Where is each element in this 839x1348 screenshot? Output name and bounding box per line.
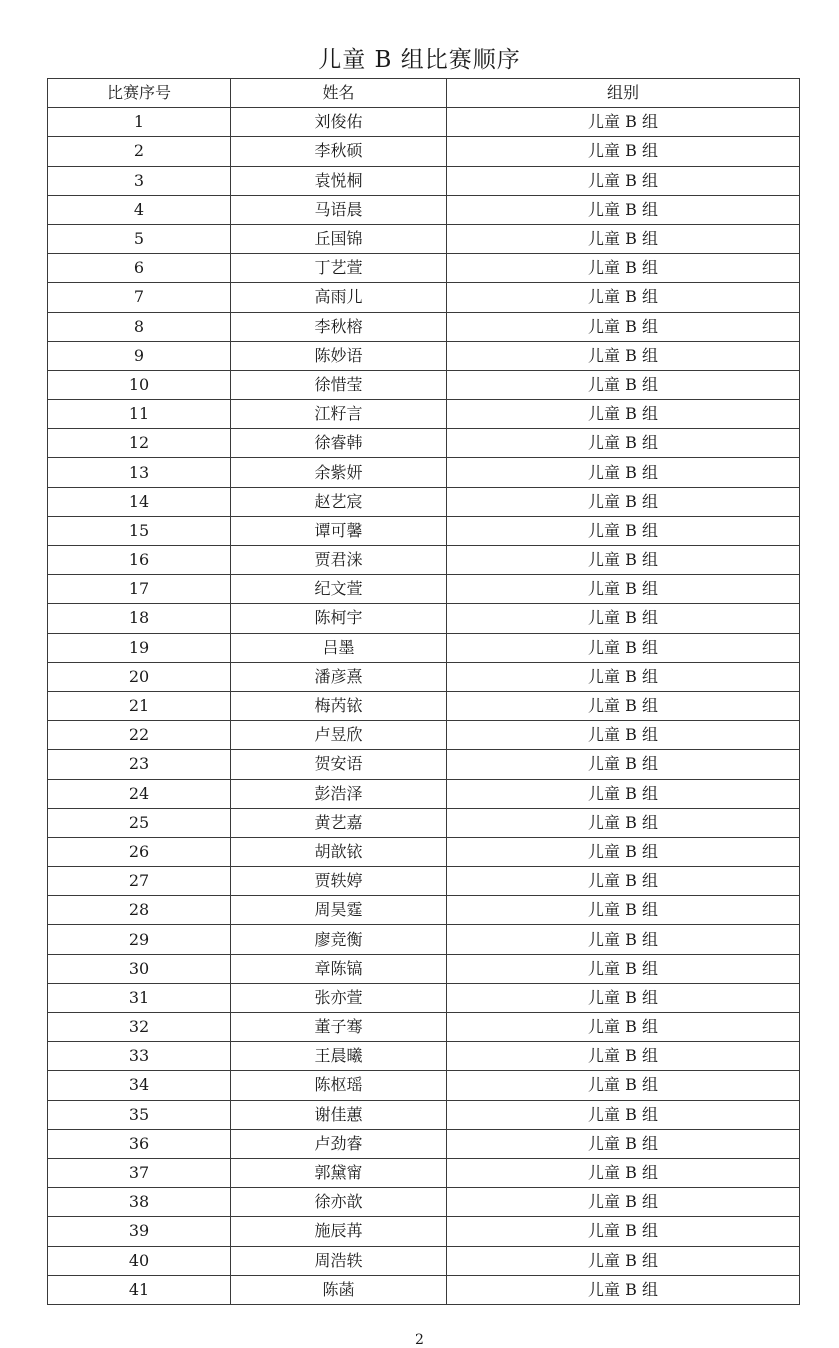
cell-name: 郭黛甯	[231, 1158, 447, 1187]
cell-group: 儿童 B 组	[447, 1188, 800, 1217]
cell-name: 袁悦桐	[231, 166, 447, 195]
cell-order-number: 22	[48, 721, 231, 750]
cell-name: 贾君涞	[231, 546, 447, 575]
cell-group: 儿童 B 组	[447, 429, 800, 458]
table-row	[48, 1129, 800, 1158]
cell-name: 余紫妍	[231, 458, 447, 487]
table-row	[48, 487, 800, 516]
cell-group: 儿童 B 组	[447, 458, 800, 487]
cell-name: 陈菡	[231, 1275, 447, 1304]
cell-order-number: 5	[48, 224, 231, 253]
table-row	[48, 575, 800, 604]
cell-group: 儿童 B 组	[447, 108, 800, 137]
header-order-number: 比赛序号	[48, 79, 231, 108]
cell-name: 李秋硕	[231, 137, 447, 166]
cell-order-number: 6	[48, 254, 231, 283]
cell-group: 儿童 B 组	[447, 837, 800, 866]
cell-group: 儿童 B 组	[447, 750, 800, 779]
cell-name: 谢佳蕙	[231, 1100, 447, 1129]
cell-name: 张亦萱	[231, 983, 447, 1012]
cell-order-number: 7	[48, 283, 231, 312]
cell-order-number: 30	[48, 954, 231, 983]
cell-name: 潘彦熹	[231, 662, 447, 691]
table-row	[48, 750, 800, 779]
table-row	[48, 983, 800, 1012]
cell-name: 周浩轶	[231, 1246, 447, 1275]
table-row	[48, 604, 800, 633]
cell-group: 儿童 B 组	[447, 195, 800, 224]
table-row	[48, 1013, 800, 1042]
cell-order-number: 9	[48, 341, 231, 370]
cell-group: 儿童 B 组	[447, 808, 800, 837]
cell-name: 陈枢瑶	[231, 1071, 447, 1100]
table-row	[48, 137, 800, 166]
cell-order-number: 10	[48, 370, 231, 399]
cell-order-number: 41	[48, 1275, 231, 1304]
table-row	[48, 1246, 800, 1275]
table-row	[48, 925, 800, 954]
cell-group: 儿童 B 组	[447, 954, 800, 983]
cell-name: 董子骞	[231, 1013, 447, 1042]
cell-group: 儿童 B 组	[447, 1013, 800, 1042]
table-row	[48, 896, 800, 925]
cell-name: 丁艺萱	[231, 254, 447, 283]
cell-order-number: 34	[48, 1071, 231, 1100]
cell-order-number: 8	[48, 312, 231, 341]
cell-name: 陈妙语	[231, 341, 447, 370]
table-row	[48, 1071, 800, 1100]
cell-name: 徐惜莹	[231, 370, 447, 399]
cell-name: 马语晨	[231, 195, 447, 224]
table-row	[48, 779, 800, 808]
page-title: 儿童 B 组比赛顺序	[318, 47, 521, 73]
cell-order-number: 26	[48, 837, 231, 866]
cell-group: 儿童 B 组	[447, 254, 800, 283]
cell-group: 儿童 B 组	[447, 166, 800, 195]
cell-name: 施辰苒	[231, 1217, 447, 1246]
cell-order-number: 35	[48, 1100, 231, 1129]
cell-group: 儿童 B 组	[447, 721, 800, 750]
cell-name: 丘国锦	[231, 224, 447, 253]
table-row	[48, 1042, 800, 1071]
cell-name: 黄艺嘉	[231, 808, 447, 837]
cell-name: 徐睿韩	[231, 429, 447, 458]
table-row	[48, 1158, 800, 1187]
cell-order-number: 17	[48, 575, 231, 604]
cell-name: 李秋榕	[231, 312, 447, 341]
table-row	[48, 516, 800, 545]
table-row	[48, 108, 800, 137]
cell-order-number: 33	[48, 1042, 231, 1071]
table-row	[48, 691, 800, 720]
cell-group: 儿童 B 组	[447, 546, 800, 575]
cell-group: 儿童 B 组	[447, 575, 800, 604]
cell-order-number: 32	[48, 1013, 231, 1042]
table-row	[48, 312, 800, 341]
cell-group: 儿童 B 组	[447, 1246, 800, 1275]
cell-group: 儿童 B 组	[447, 896, 800, 925]
cell-name: 徐亦歆	[231, 1188, 447, 1217]
cell-group: 儿童 B 组	[447, 1100, 800, 1129]
cell-name: 高雨儿	[231, 283, 447, 312]
cell-name: 王晨曦	[231, 1042, 447, 1071]
cell-name: 卢劲睿	[231, 1129, 447, 1158]
header-group: 组别	[447, 79, 800, 108]
table-row	[48, 254, 800, 283]
cell-order-number: 14	[48, 487, 231, 516]
cell-order-number: 11	[48, 400, 231, 429]
cell-name: 谭可馨	[231, 516, 447, 545]
order-table	[47, 78, 800, 1305]
cell-group: 儿童 B 组	[447, 341, 800, 370]
cell-group: 儿童 B 组	[447, 633, 800, 662]
cell-name: 卢昱欣	[231, 721, 447, 750]
table-row	[48, 224, 800, 253]
cell-order-number: 23	[48, 750, 231, 779]
cell-name: 刘俊佑	[231, 108, 447, 137]
cell-name: 贺安语	[231, 750, 447, 779]
cell-order-number: 37	[48, 1158, 231, 1187]
page-number: 2	[415, 1332, 424, 1348]
cell-order-number: 16	[48, 546, 231, 575]
cell-group: 儿童 B 组	[447, 400, 800, 429]
table-row	[48, 867, 800, 896]
cell-name: 周昊霆	[231, 896, 447, 925]
table-row	[48, 808, 800, 837]
cell-order-number: 3	[48, 166, 231, 195]
cell-group: 儿童 B 组	[447, 1158, 800, 1187]
cell-order-number: 36	[48, 1129, 231, 1158]
table-row	[48, 546, 800, 575]
cell-group: 儿童 B 组	[447, 1129, 800, 1158]
cell-group: 儿童 B 组	[447, 312, 800, 341]
cell-name: 彭浩泽	[231, 779, 447, 808]
cell-group: 儿童 B 组	[447, 1217, 800, 1246]
cell-name: 廖竞衡	[231, 925, 447, 954]
table-body	[48, 108, 800, 1305]
cell-group: 儿童 B 组	[447, 1275, 800, 1304]
cell-order-number: 13	[48, 458, 231, 487]
cell-name: 江籽言	[231, 400, 447, 429]
header-name: 姓名	[231, 79, 447, 108]
table-row	[48, 954, 800, 983]
cell-group: 儿童 B 组	[447, 867, 800, 896]
cell-order-number: 38	[48, 1188, 231, 1217]
table-row	[48, 370, 800, 399]
cell-name: 吕墨	[231, 633, 447, 662]
table-row	[48, 166, 800, 195]
cell-group: 儿童 B 组	[447, 137, 800, 166]
cell-name: 梅芮铱	[231, 691, 447, 720]
cell-group: 儿童 B 组	[447, 925, 800, 954]
cell-name: 贾轶婷	[231, 867, 447, 896]
table-row	[48, 633, 800, 662]
cell-order-number: 25	[48, 808, 231, 837]
cell-group: 儿童 B 组	[447, 370, 800, 399]
cell-name: 章陈镐	[231, 954, 447, 983]
cell-group: 儿童 B 组	[447, 516, 800, 545]
cell-group: 儿童 B 组	[447, 283, 800, 312]
cell-order-number: 18	[48, 604, 231, 633]
table-row	[48, 283, 800, 312]
cell-name: 赵艺宸	[231, 487, 447, 516]
cell-order-number: 40	[48, 1246, 231, 1275]
table-row	[48, 429, 800, 458]
cell-order-number: 20	[48, 662, 231, 691]
table-row	[48, 1100, 800, 1129]
cell-name: 纪文萱	[231, 575, 447, 604]
cell-order-number: 2	[48, 137, 231, 166]
cell-order-number: 15	[48, 516, 231, 545]
cell-name: 胡歆铱	[231, 837, 447, 866]
cell-group: 儿童 B 组	[447, 779, 800, 808]
cell-name: 陈柯宇	[231, 604, 447, 633]
table-row	[48, 721, 800, 750]
table-header-row	[48, 79, 800, 108]
cell-order-number: 29	[48, 925, 231, 954]
cell-group: 儿童 B 组	[447, 487, 800, 516]
table-row	[48, 1275, 800, 1304]
table-row	[48, 662, 800, 691]
table-row	[48, 837, 800, 866]
cell-order-number: 39	[48, 1217, 231, 1246]
table-row	[48, 458, 800, 487]
table-row	[48, 1217, 800, 1246]
cell-group: 儿童 B 组	[447, 662, 800, 691]
cell-order-number: 1	[48, 108, 231, 137]
cell-order-number: 24	[48, 779, 231, 808]
table-row	[48, 400, 800, 429]
table-row	[48, 341, 800, 370]
cell-group: 儿童 B 组	[447, 691, 800, 720]
cell-order-number: 27	[48, 867, 231, 896]
cell-order-number: 21	[48, 691, 231, 720]
table-row	[48, 1188, 800, 1217]
cell-group: 儿童 B 组	[447, 224, 800, 253]
cell-group: 儿童 B 组	[447, 1071, 800, 1100]
cell-group: 儿童 B 组	[447, 1042, 800, 1071]
cell-order-number: 4	[48, 195, 231, 224]
cell-group: 儿童 B 组	[447, 983, 800, 1012]
cell-order-number: 19	[48, 633, 231, 662]
table-row	[48, 195, 800, 224]
cell-order-number: 12	[48, 429, 231, 458]
cell-order-number: 31	[48, 983, 231, 1012]
cell-order-number: 28	[48, 896, 231, 925]
cell-group: 儿童 B 组	[447, 604, 800, 633]
